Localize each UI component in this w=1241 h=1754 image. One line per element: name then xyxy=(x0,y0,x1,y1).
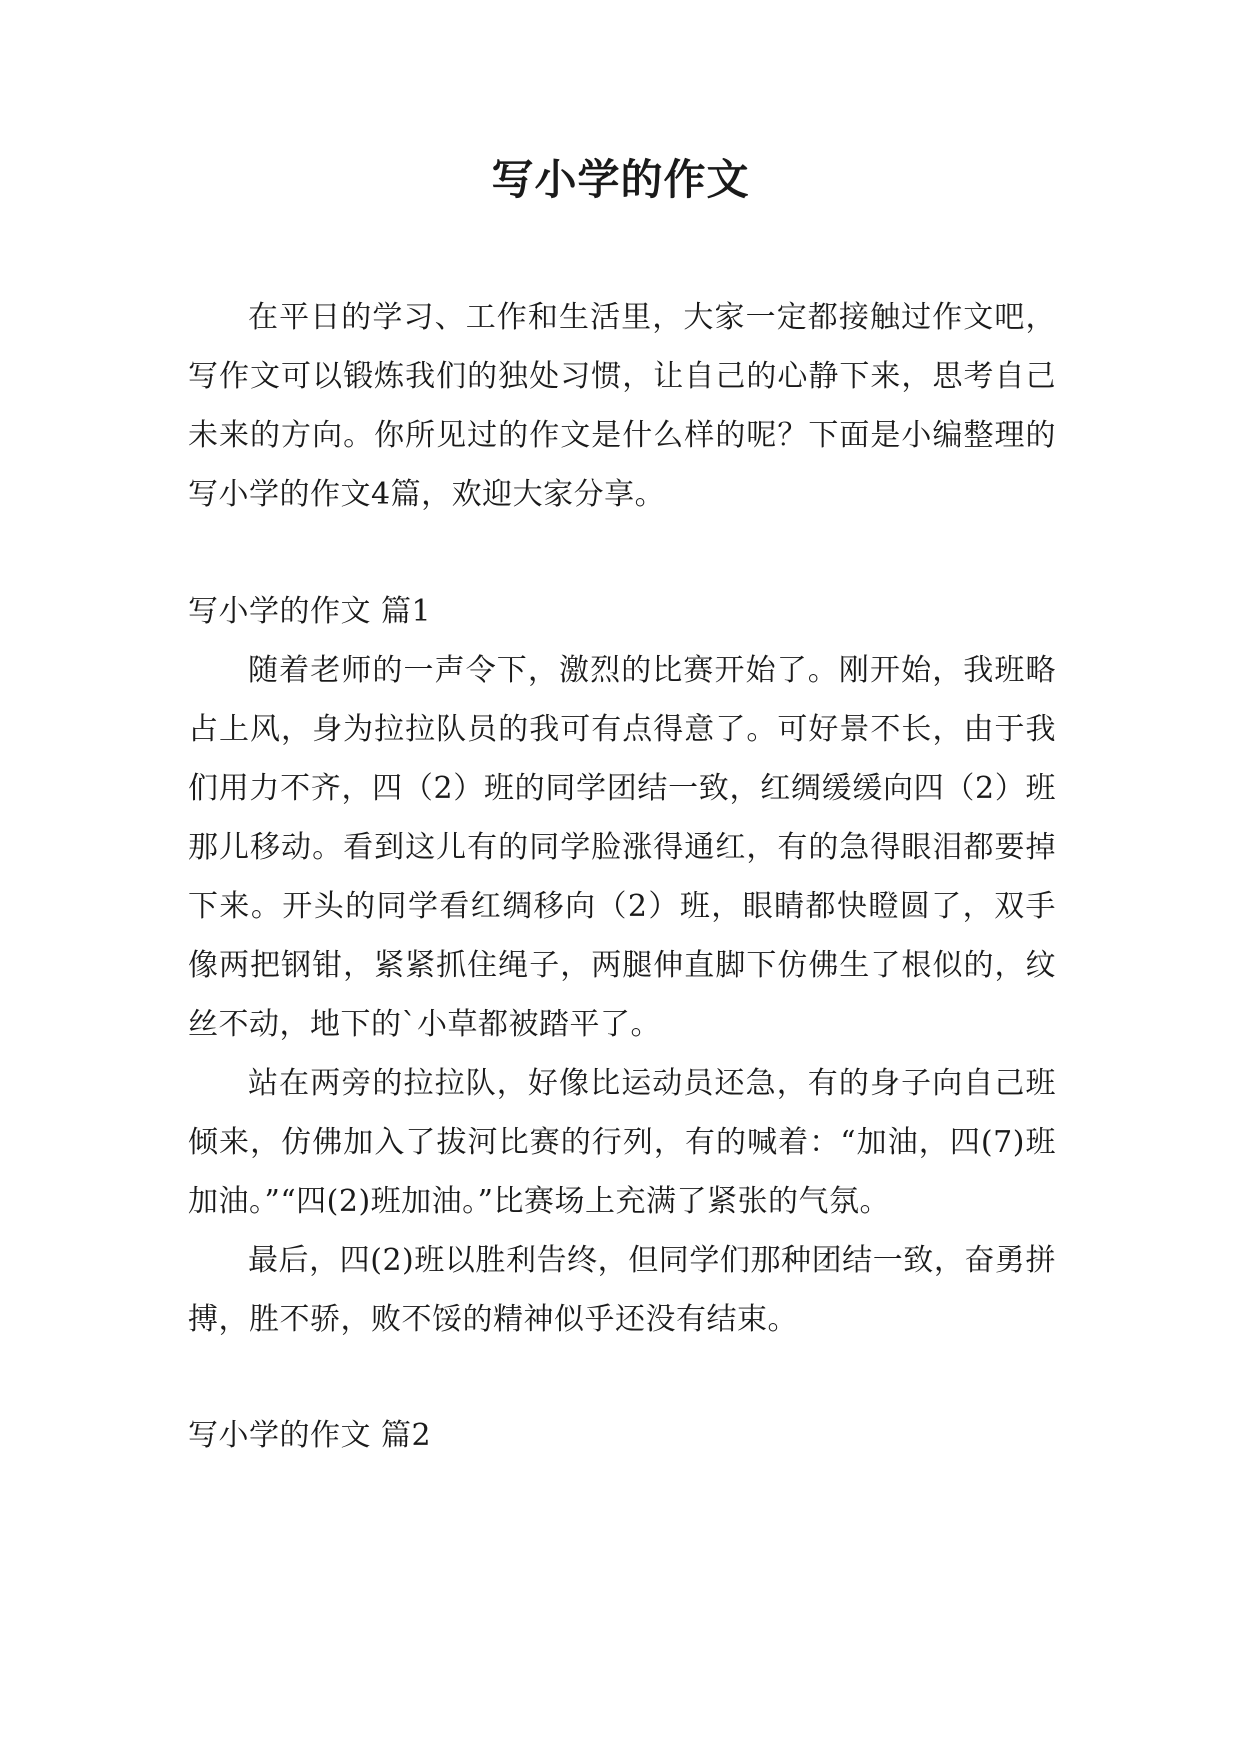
document-title: 写小学的作文 xyxy=(491,155,750,204)
document-body xyxy=(188,288,1056,1465)
section-heading-1: 写小学的作文 篇1 xyxy=(188,594,432,629)
intro-paragraph: 在平日的学习、工作和生活里，大家一定都接触过作文吧，写作文可以锻炼我们的独处习惯，让自己的心静下来，思考自己未来的方向。你所见过的作文是什么样的呢？下面是小编整理的写小学的作文4篇，欢迎大家分享。 xyxy=(188,300,1056,512)
section-1-paragraph-2: 站在两旁的拉拉队，好像比运动员还急，有的身子向自己班倾来，仿佛加入了拔河比赛的行列，有的喊着：“加油，四(7)班加油。”“四(2)班加油。”比赛场上充满了紧张的气氛。 xyxy=(188,1066,1056,1219)
section-1-paragraph-3: 最后，四(2)班以胜利告终，但同学们那种团结一致，奋勇拼搏，胜不骄，败不馁的精神似乎还没有结束。 xyxy=(188,1243,1056,1337)
section-heading-2: 写小学的作文 篇2 xyxy=(188,1418,432,1453)
section-1-paragraph-1: 随着老师的一声令下，激烈的比赛开始了。刚开始，我班略占上风，身为拉拉队员的我可有点得意了。可好景不长，由于我们用力不齐，四（2）班的同学团结一致，红绸缓缓向四（2）班那儿移动。看到这儿有的同学脸涨得通红，有的急得眼泪都要掉下来。开头的同学看红绸移向（2）班，眼睛都快瞪圆了，双手像两把钢钳，紧紧抓住绳子，两腿伸直脚下仿佛生了根似的，纹丝不动，地下的`小草都被踏平了。 xyxy=(188,653,1056,1042)
